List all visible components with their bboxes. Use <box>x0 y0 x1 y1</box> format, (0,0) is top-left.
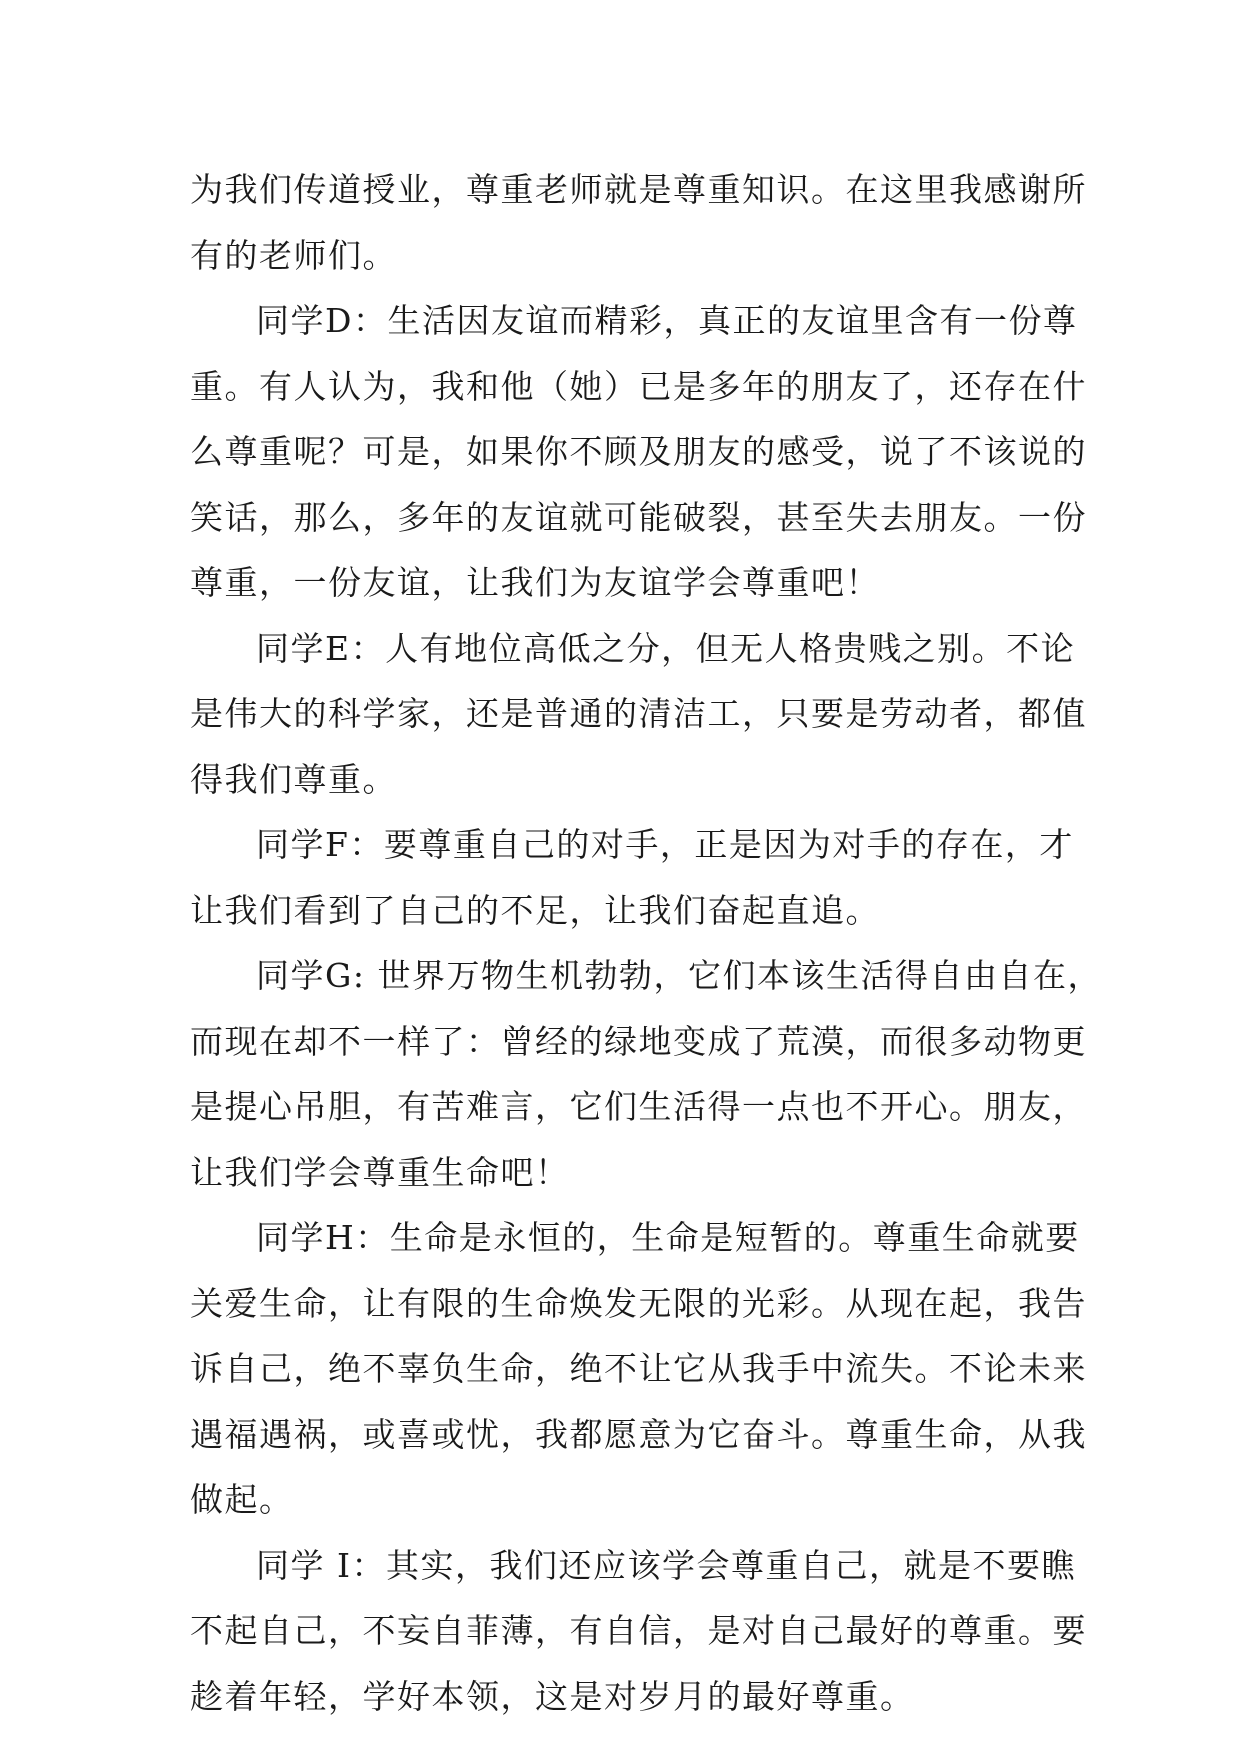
text-line: 做起。 <box>190 1480 294 1519</box>
text-line: 是伟大的科学家，还是普通的清洁工，只要是劳动者，都值 <box>190 694 1087 733</box>
text-line: 同学G: 世界万物生机勃勃，它们本该生活得自由自在， <box>256 956 1102 995</box>
paragraph-student-f <box>190 812 1074 943</box>
text-line: 笑话，那么，多年的友谊就可能破裂，甚至失去朋友。一份 <box>190 497 1087 537</box>
text-line: 让我们看到了自己的不足，让我们奋起直追。 <box>190 890 880 930</box>
paragraph-student-e <box>190 616 1087 813</box>
paragraph-student-g <box>190 943 1102 1205</box>
text-line: 让我们学会尊重生命吧！ <box>190 1152 570 1192</box>
text-line: 有的老师们。 <box>190 235 397 275</box>
paragraph-teachers <box>190 157 1087 288</box>
text-line: 同学 I：其实，我们还应该学会尊重自己，就是不要瞧 <box>256 1545 1077 1585</box>
text-line: 是提心吊胆，有苦难言，它们生活得一点也不开心。朋友， <box>190 1087 1087 1126</box>
paragraph-student-i <box>190 1533 1087 1730</box>
text-line: 得我们尊重。 <box>190 759 397 799</box>
paragraph-student-d <box>190 288 1087 616</box>
text-line: 尊重，一份友谊，让我们为友谊学会尊重吧！ <box>190 563 880 602</box>
text-line: 趁着年轻，学好本领，这是对岁月的最好尊重。 <box>190 1676 915 1716</box>
text-line: 诉自己，绝不辜负生命，绝不让它从我手中流失。不论未来 <box>190 1349 1087 1388</box>
text-line: 同学D：生活因友谊而精彩，真正的友谊里含有一份尊 <box>256 301 1078 340</box>
text-line: 遇福遇祸，或喜或忧，我都愿意为它奋斗。尊重生命，从我 <box>190 1414 1087 1454</box>
text-line: 同学E：人有地位高低之分，但无人格贵贱之别。不论 <box>256 628 1076 668</box>
text-line: 么尊重呢？可是，如果你不顾及朋友的感受，说了不该说的 <box>190 432 1087 471</box>
text-line: 同学F：要尊重自己的对手，正是因为对手的存在，才 <box>256 825 1074 864</box>
text-line: 不起自己，不妄自菲薄，有自信，是对自己最好的尊重。要 <box>190 1611 1087 1650</box>
document-body <box>190 157 1102 1729</box>
text-line: 重。有人认为，我和他（她）已是多年的朋友了，还存在什 <box>190 366 1087 406</box>
text-line: 为我们传道授业，尊重老师就是尊重知识。在这里我感谢所 <box>190 170 1087 209</box>
text-line: 同学H：生命是永恒的，生命是短暂的。尊重生命就要 <box>256 1218 1080 1257</box>
text-line: 关爱生命，让有限的生命焕发无限的光彩。从现在起，我告 <box>190 1283 1087 1323</box>
text-line: 而现在却不一样了：曾经的绿地变成了荒漠，而很多动物更 <box>190 1021 1087 1061</box>
paragraph-student-h <box>190 1205 1087 1533</box>
